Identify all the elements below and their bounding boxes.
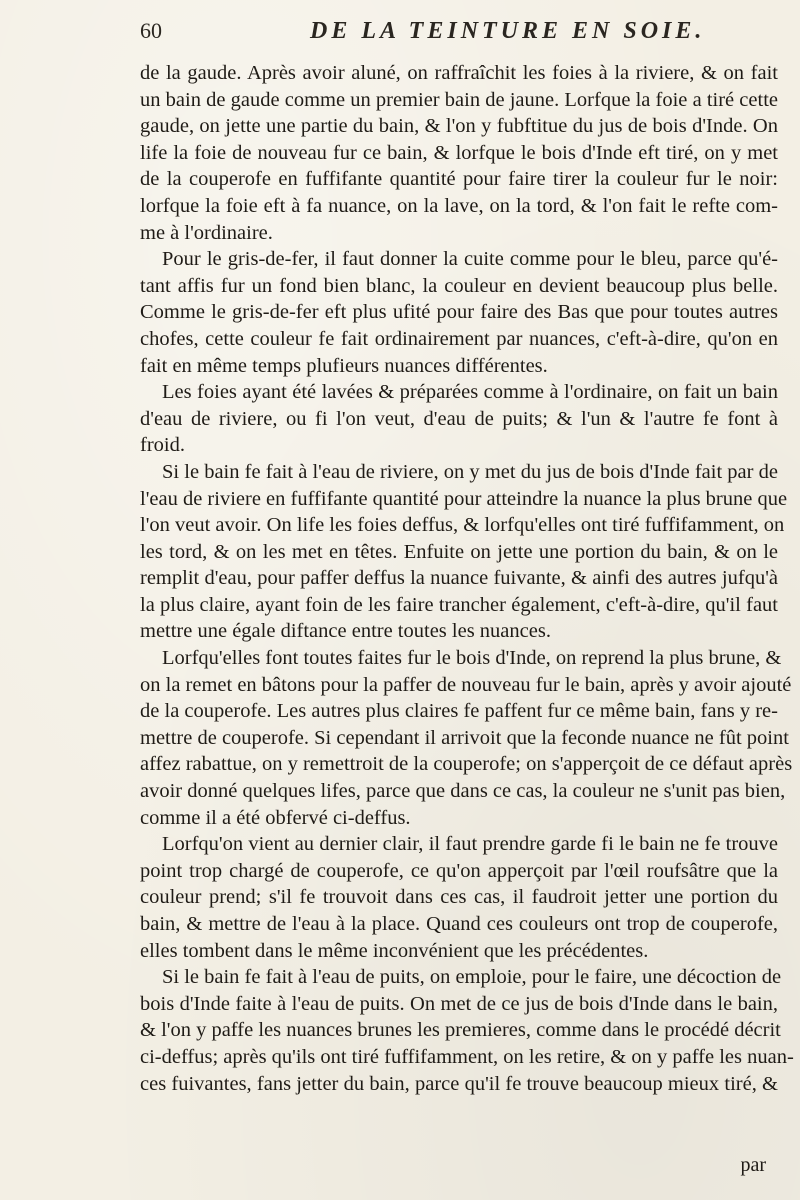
text-line: Si le bain fe fait à l'eau de puits, on emploie, pour le faire, une décoction de <box>162 966 782 989</box>
text-line: point trop chargé de couperofe, ce qu'on apperçoit par l'œil roufsâtre que la <box>140 859 778 882</box>
text-line: Comme le gris-de-fer eft plus ufité pour faire des Bas que pour toutes autres <box>140 301 778 324</box>
text-line: bois d'Inde faite à l'eau de puits. On met de ce jus de bois d'Inde dans le bain, <box>140 992 778 1015</box>
paragraph <box>140 246 778 379</box>
text-line: Lorfqu'elles font toutes faites fur le bois d'Inde, on reprend la plus brune, & <box>162 647 782 670</box>
text-line: fait en même temps plufieurs nuances différentes. <box>140 354 548 377</box>
text-line: tant affis fur un fond bien blanc, la couleur en devient beaucoup plus belle. <box>140 274 778 297</box>
text-line: me à l'ordinaire. <box>140 221 273 244</box>
text-line: mettre de couperofe. Si cependant il arrivoit que la feconde nuance ne fût point <box>140 726 789 749</box>
text-line: Pour le gris-de-fer, il faut donner la cuite comme pour le bleu, parce qu'é- <box>162 248 778 271</box>
text-line: ces fuivantes, fans jetter du bain, parce qu'il fe trouve beaucoup mieux tiré, & <box>140 1072 778 1095</box>
text-line: l'on veut avoir. On life les foies deffus, & lorfqu'elles ont tiré fuffifamment, on <box>140 514 785 537</box>
page-number: 60 <box>140 18 162 43</box>
text-line: remplit d'eau, pour paffer deffus la nuance fuivante, & ainfi des autres jufqu'à <box>140 567 778 590</box>
paragraph <box>140 831 778 964</box>
page-header <box>140 18 780 58</box>
text-line: comme il a été obfervé ci-deffus. <box>140 806 411 829</box>
text-line: on la remet en bâtons pour la paffer de nouveau fur le bain, après y avoir ajouté <box>140 673 792 696</box>
text-line: un bain de gaude comme un premier bain de jaune. Lorfque la foie a tiré cette <box>140 88 778 111</box>
text-line: d'eau de riviere, ou fi l'on veut, d'eau de puits; & l'un & l'autre fe font à <box>140 407 778 430</box>
text-line: de la couperofe en fuffifante quantité pour faire tirer la couleur fur le noir: <box>140 168 778 191</box>
text-line: couleur prend; s'il fe trouvoit dans ces cas, il faudroit jetter une portion du <box>140 886 778 909</box>
text-line: affez rabattue, on y remettroit de la couperofe; on s'apperçoit de ce défaut après <box>140 753 793 776</box>
text-line: gaude, on jette une partie du bain, & l'on y fubftitue du jus de bois d'Inde. On <box>140 115 778 138</box>
text-line: les tord, & on les met en têtes. Enfuite on jette une portion du bain, & on le <box>140 540 778 563</box>
text-line: l'eau de riviere en fuffifante quantité pour atteindre la nuance la plus brune que <box>140 487 788 510</box>
text-line: mettre une égale diftance entre toutes les nuances. <box>140 620 551 643</box>
text-line: & l'on y paffe les nuances brunes les premieres, comme dans le procédé décrit <box>140 1019 781 1042</box>
text-line: bain, & mettre de l'eau à la place. Quand ces couleurs ont trop de couperofe, <box>140 913 778 935</box>
text-line: ci-deffus; après qu'ils ont tiré fuffifamment, on les retire, & on y paffe les nuan- <box>140 1045 794 1068</box>
paragraph <box>140 379 778 459</box>
paragraph <box>140 645 793 831</box>
catchword: par <box>740 1154 766 1176</box>
text-line: lorfque la foie eft à fa nuance, on la lave, on la tord, & l'on fait le refte com- <box>140 194 778 217</box>
text-line: Lorfqu'on vient au dernier clair, il faut prendre garde fi le bain ne fe trouve <box>162 833 778 856</box>
paragraph <box>140 60 778 246</box>
paragraph <box>140 459 788 645</box>
text-line: elles tombent dans le même inconvénient que les précédentes. <box>140 939 649 962</box>
text-line: de la couperofe. Les autres plus claires fe paffent fur ce même bain, fans y re- <box>140 700 778 723</box>
text-line: froid. <box>140 434 185 457</box>
text-line: de la gaude. Après avoir aluné, on raffraîchit les foies à la riviere, & on fait <box>140 62 778 84</box>
paragraph <box>140 964 794 1097</box>
text-line: Si le bain fe fait à l'eau de riviere, on y met du jus de bois d'Inde fait par de <box>162 460 778 483</box>
body-text <box>140 60 794 1097</box>
text-line: la plus claire, ayant foin de les faire trancher également, c'eft-à-dire, qu'il faut <box>140 593 778 616</box>
text-line: Les foies ayant été lavées & préparées comme à l'ordinaire, on fait un bain <box>162 381 778 404</box>
text-line: chofes, cette couleur fe fait ordinairement par nuances, c'eft-à-dire, qu'on en <box>140 327 778 350</box>
text-line: life la foie de nouveau fur ce bain, & lorfque le bois d'Inde eft tiré, on y met <box>140 141 778 164</box>
text-line: avoir donné quelques lifes, parce que dans ce cas, la couleur ne s'unit pas bien, <box>140 780 786 803</box>
running-title: DE LA TEINTURE EN SOIE. <box>310 18 706 44</box>
